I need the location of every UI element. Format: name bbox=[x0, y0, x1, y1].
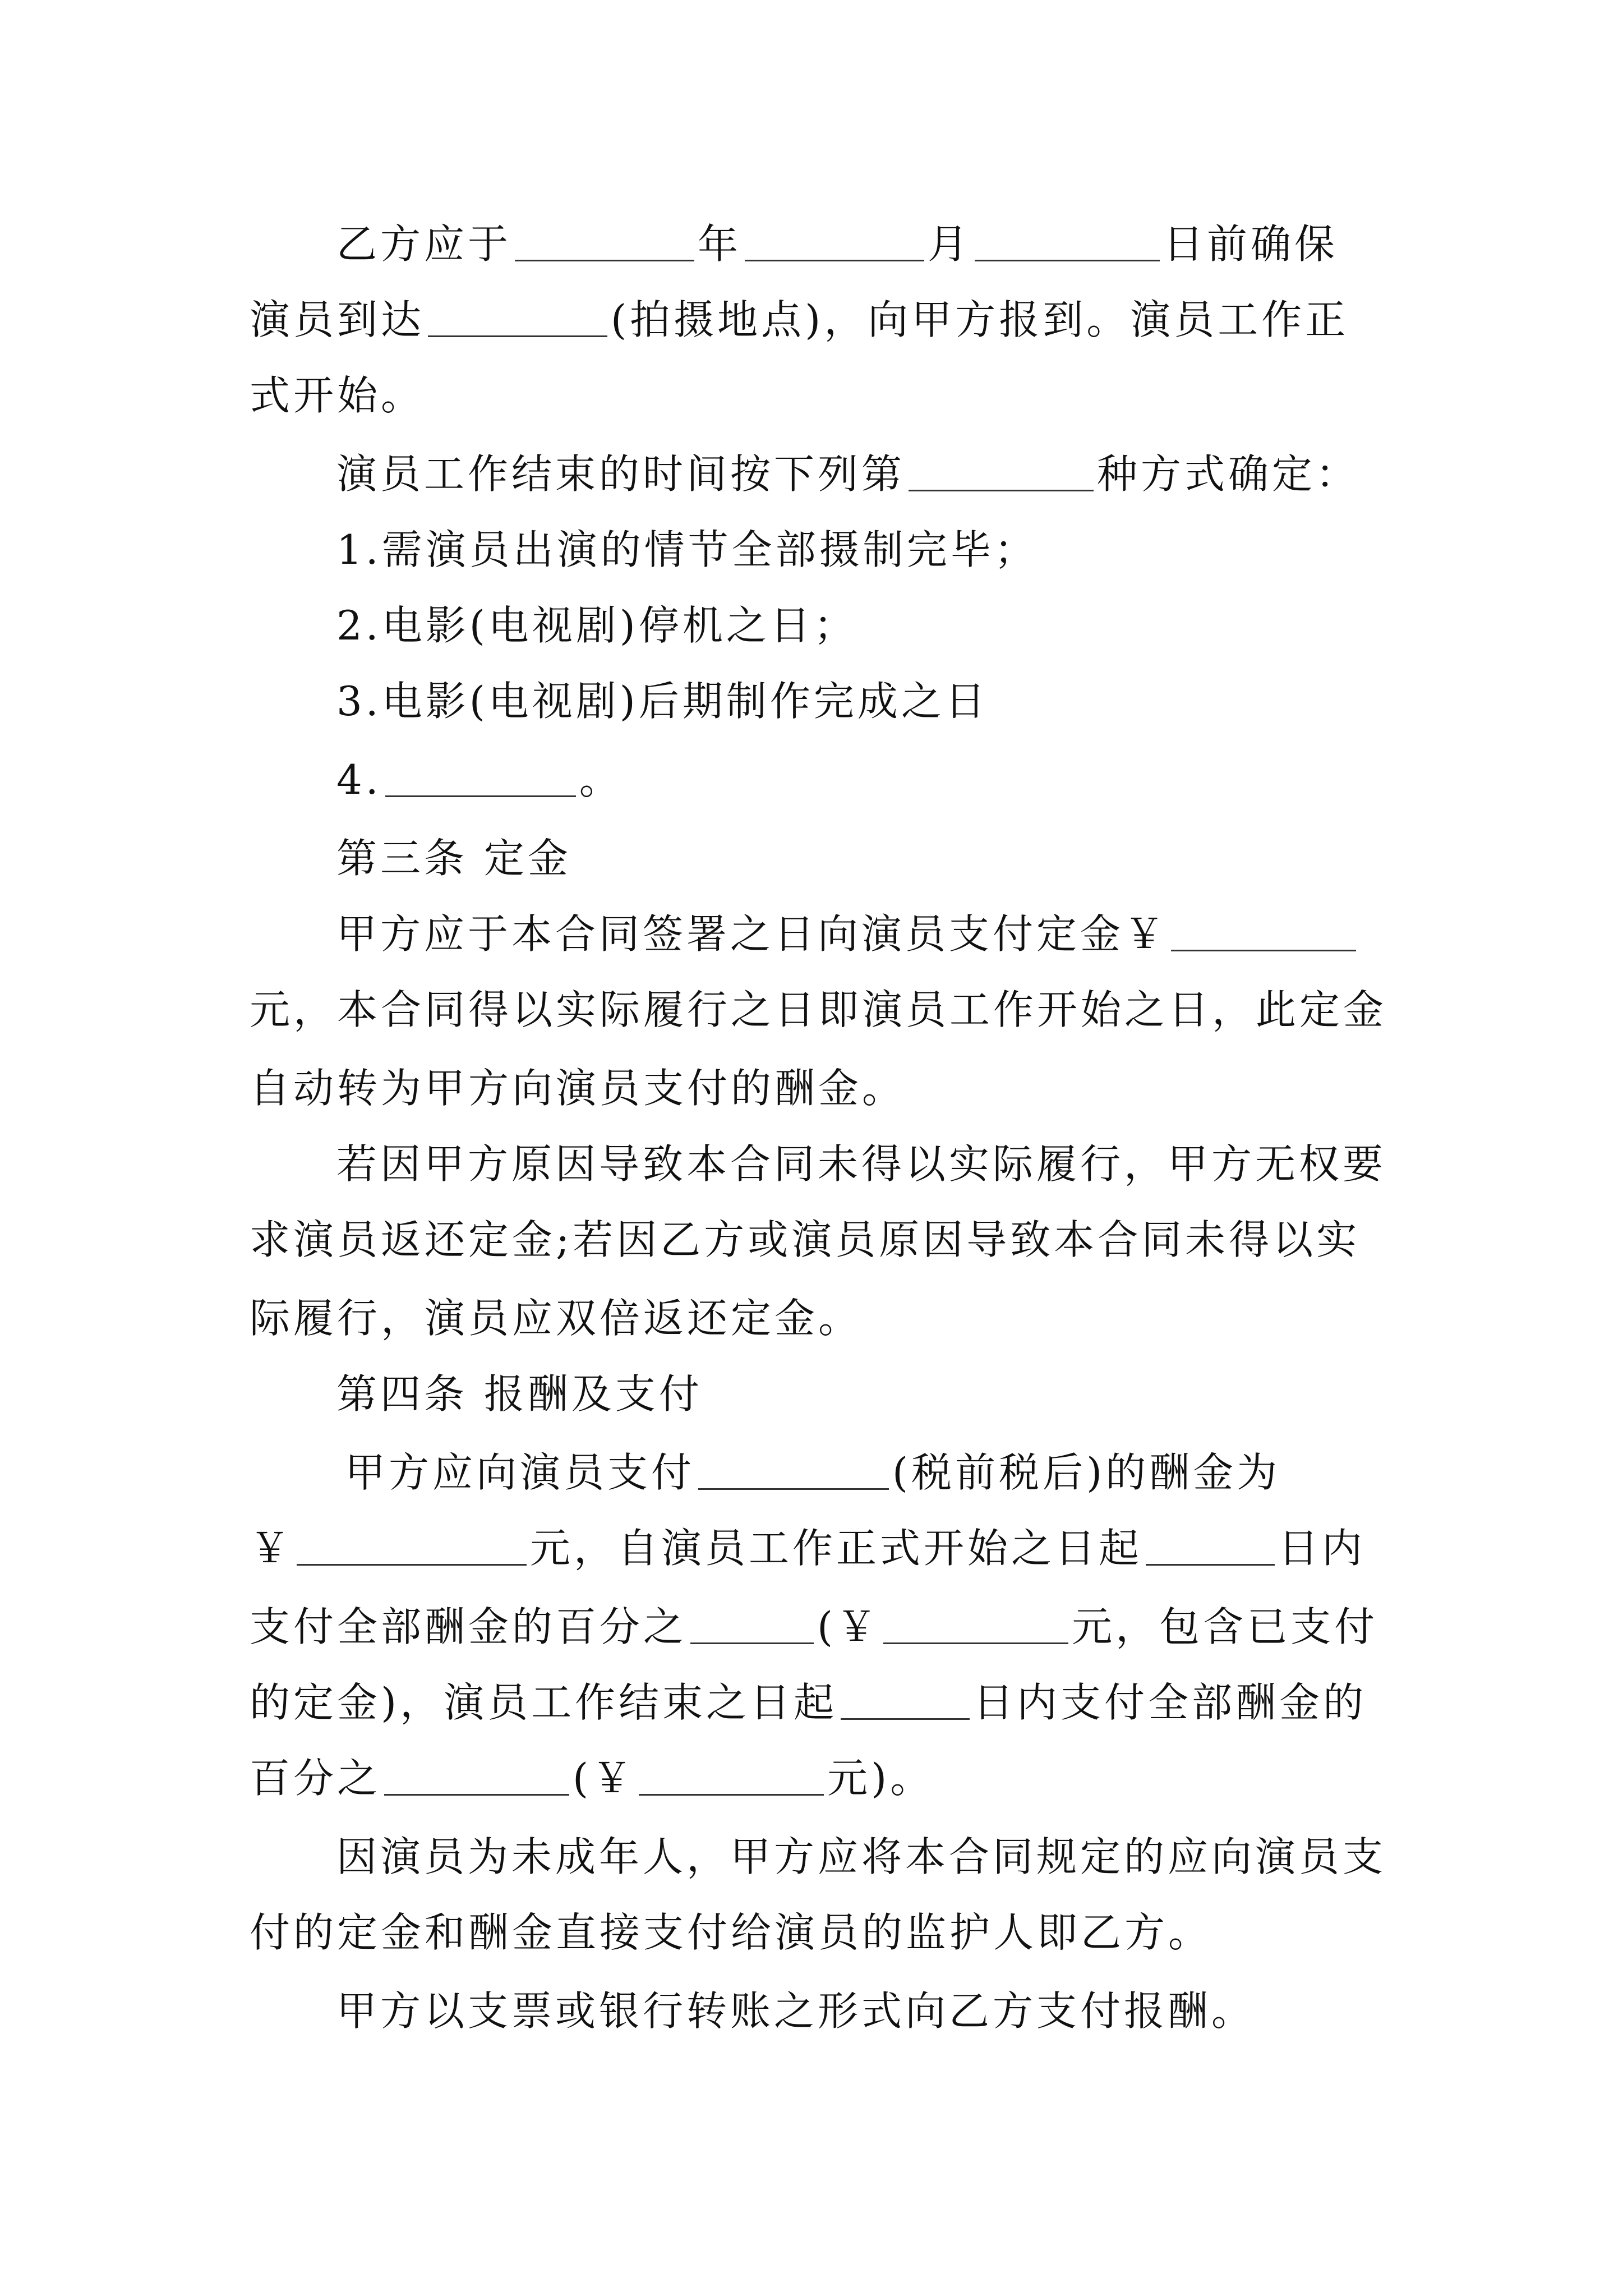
text: 的定金)，演员工作结束之日起 bbox=[250, 1679, 838, 1726]
p4-line2: 求演员返还定金;若因乙方或演员原因导致本合同未得以实 bbox=[250, 1216, 1361, 1263]
text: 元)。 bbox=[827, 1755, 934, 1802]
list-item-1: 1.需演员出演的情节全部摄制完毕； bbox=[336, 526, 1038, 573]
p5-line5 bbox=[250, 1747, 934, 1809]
p5-line1 bbox=[345, 1442, 1280, 1503]
text: 乙方应于 bbox=[336, 220, 512, 268]
blank-method bbox=[909, 450, 1094, 491]
blank-amount-2 bbox=[639, 1755, 824, 1796]
p4-line3: 际履行，演员应双倍返还定金。 bbox=[250, 1295, 863, 1342]
p6-line1: 因演员为未成年人，甲方应将本合同规定的应向演员支 bbox=[336, 1833, 1387, 1880]
blank-month bbox=[745, 220, 924, 261]
p3-line1 bbox=[336, 903, 1359, 965]
p1-line3: 式开始。 bbox=[250, 372, 425, 419]
p5-line2 bbox=[250, 1517, 1366, 1579]
p5-line4 bbox=[250, 1672, 1367, 1733]
p2-line1 bbox=[336, 443, 1359, 505]
p3-line3: 自动转为甲方向演员支付的酬金。 bbox=[250, 1065, 906, 1112]
p5-line3 bbox=[250, 1596, 1378, 1658]
section-3-heading: 第三条 定金 bbox=[336, 835, 571, 882]
p6-line2: 付的定金和酬金直接支付给演员的监护人即乙方。 bbox=[250, 1909, 1212, 1956]
blank-days-1 bbox=[1146, 1525, 1275, 1566]
text: 演员到达 bbox=[250, 296, 425, 343]
text: 元，自演员工作正式开始之日起 bbox=[530, 1525, 1143, 1572]
text: (￥ bbox=[573, 1755, 636, 1802]
text: (￥ bbox=[817, 1603, 880, 1650]
text: (拍摄地点)，向甲方报到。演员工作正 bbox=[611, 296, 1349, 343]
text: 月 bbox=[928, 220, 972, 268]
blank-location bbox=[428, 296, 607, 337]
text: 日内支付全部酬金的 bbox=[973, 1679, 1367, 1726]
text: (税前税后)的酬金为 bbox=[892, 1449, 1281, 1496]
text: 甲方应向演员支付 bbox=[345, 1449, 695, 1496]
section-4-heading: 第四条 报酬及支付 bbox=[336, 1370, 703, 1418]
text: 。 bbox=[579, 756, 623, 803]
blank-year bbox=[515, 220, 694, 261]
text: 甲方应于本合同签署之日向演员支付定金￥ bbox=[336, 910, 1168, 958]
p4-line1: 若因甲方原因导致本合同未得以实际履行，甲方无权要 bbox=[336, 1140, 1387, 1188]
text: 4. bbox=[336, 756, 382, 803]
text: 年 bbox=[698, 220, 742, 268]
text: 日前确保 bbox=[1163, 220, 1339, 268]
p3-line2: 元，本合同得以实际履行之日即演员工作开始之日，此定金 bbox=[250, 986, 1387, 1033]
text: 种方式确定： bbox=[1097, 450, 1360, 498]
text: 百分之 bbox=[250, 1755, 381, 1802]
p1-line2 bbox=[250, 289, 1349, 351]
blank-percent-2 bbox=[384, 1755, 569, 1796]
p1-line1 bbox=[336, 213, 1338, 275]
p7-line1: 甲方以支票或银行转账之形式向乙方支付报酬。 bbox=[336, 1987, 1256, 2035]
text: 支付全部酬金的百分之 bbox=[250, 1603, 688, 1650]
blank-item4 bbox=[385, 756, 576, 797]
blank-percent-1 bbox=[690, 1603, 814, 1644]
text: 日内 bbox=[1278, 1525, 1366, 1572]
text: 演员工作结束的时间按下列第 bbox=[336, 450, 906, 498]
list-item-4 bbox=[336, 749, 623, 811]
blank-deposit bbox=[1171, 910, 1356, 951]
blank-fee bbox=[297, 1525, 527, 1566]
text: ￥ bbox=[250, 1525, 294, 1572]
blank-tax bbox=[698, 1449, 889, 1490]
list-item-3: 3.电影(电视剧)后期制作完成之日 bbox=[336, 678, 989, 725]
blank-day bbox=[975, 220, 1160, 261]
blank-days-2 bbox=[841, 1679, 970, 1720]
text: 元，包含已支付 bbox=[1072, 1603, 1378, 1650]
list-item-2: 2.电影(电视剧)停机之日； bbox=[336, 602, 857, 649]
blank-amount-1 bbox=[883, 1603, 1068, 1644]
